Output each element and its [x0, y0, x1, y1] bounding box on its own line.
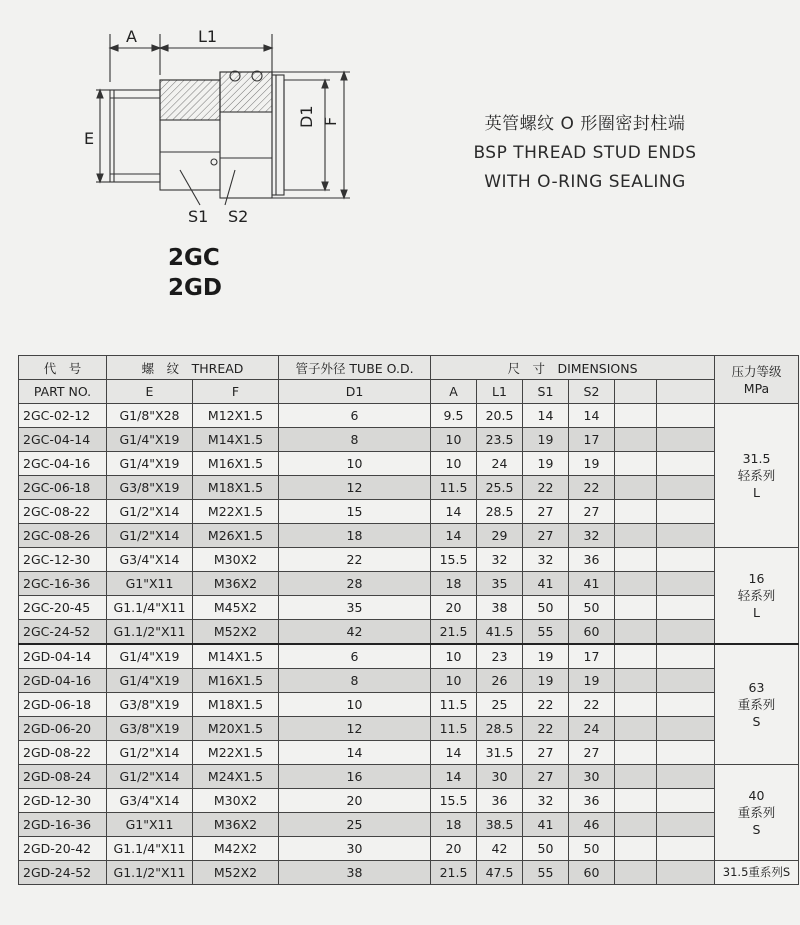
cell-d1: 42: [279, 620, 431, 645]
dim-s1-label: S1: [188, 207, 209, 226]
cell-l1: 30: [477, 765, 523, 789]
cell-f: M52X2: [193, 861, 279, 885]
cell-a: 18: [431, 572, 477, 596]
cell-s2: 17: [569, 644, 615, 669]
cell-e: G1"X11: [107, 572, 193, 596]
cell-s1: 50: [523, 837, 569, 861]
table-row: [19, 669, 799, 693]
cell-empty: [657, 524, 715, 548]
cell-s1: 22: [523, 476, 569, 500]
cell-a: 14: [431, 765, 477, 789]
cell-e: G1/2"X14: [107, 765, 193, 789]
cell-l1: 38.5: [477, 813, 523, 837]
cell-empty: [657, 404, 715, 428]
cell-s2: 36: [569, 789, 615, 813]
cell-e: G3/8"X19: [107, 693, 193, 717]
cell-empty: [657, 717, 715, 741]
cell-part: 2GD-04-14: [19, 644, 107, 669]
cell-empty: [615, 596, 657, 620]
cell-s2: 60: [569, 620, 615, 645]
cell-s1: 27: [523, 524, 569, 548]
cell-empty: [615, 813, 657, 837]
cell-empty: [615, 452, 657, 476]
dim-f-label: F: [321, 116, 340, 126]
cell-part: 2GC-02-12: [19, 404, 107, 428]
cell-f: M26X1.5: [193, 524, 279, 548]
fitting-drawing: [60, 20, 360, 230]
pressure-group-cell: [715, 861, 799, 885]
cell-d1: 8: [279, 428, 431, 452]
cell-s1: 19: [523, 452, 569, 476]
cell-empty: [615, 548, 657, 572]
cell-f: M22X1.5: [193, 500, 279, 524]
pressure-class-cn: 重系列: [737, 697, 776, 712]
cell-f: M16X1.5: [193, 669, 279, 693]
cell-s1: 50: [523, 596, 569, 620]
cell-f: M24X1.5: [193, 765, 279, 789]
cell-d1: 22: [279, 548, 431, 572]
header-s1: S1: [523, 380, 569, 404]
cell-a: 21.5: [431, 861, 477, 885]
cell-a: 10: [431, 428, 477, 452]
cell-empty: [657, 452, 715, 476]
pressure-class-en: L: [753, 485, 760, 500]
cell-l1: 29: [477, 524, 523, 548]
header-l1: L1: [477, 380, 523, 404]
cell-empty: [657, 765, 715, 789]
cell-s1: 14: [523, 404, 569, 428]
header-pressure-cn: 压力等级: [731, 363, 782, 379]
cell-l1: 47.5: [477, 861, 523, 885]
cell-s2: 22: [569, 476, 615, 500]
cell-empty: [657, 596, 715, 620]
header-pressure: [715, 356, 799, 404]
cell-empty: [615, 620, 657, 645]
cell-part: 2GD-16-36: [19, 813, 107, 837]
cell-part: 2GD-06-20: [19, 717, 107, 741]
pressure-class-cn: 轻系列: [737, 468, 776, 483]
cell-s2: 22: [569, 693, 615, 717]
table-row: [19, 717, 799, 741]
cell-e: G1.1/4"X11: [107, 837, 193, 861]
cell-a: 10: [431, 644, 477, 669]
cell-s2: 41: [569, 572, 615, 596]
cell-l1: 24: [477, 452, 523, 476]
cell-empty: [615, 476, 657, 500]
cell-empty: [615, 524, 657, 548]
cell-a: 10: [431, 452, 477, 476]
cell-empty: [615, 861, 657, 885]
cell-empty: [657, 813, 715, 837]
cell-empty: [657, 620, 715, 645]
cell-e: G1/4"X19: [107, 669, 193, 693]
cell-empty: [615, 644, 657, 669]
cell-f: M16X1.5: [193, 452, 279, 476]
cell-d1: 8: [279, 669, 431, 693]
cell-s1: 27: [523, 741, 569, 765]
cell-part: 2GC-04-16: [19, 452, 107, 476]
cell-a: 20: [431, 837, 477, 861]
cell-d1: 25: [279, 813, 431, 837]
cell-s1: 41: [523, 572, 569, 596]
cell-empty: [657, 428, 715, 452]
dim-e-label: E: [84, 129, 95, 148]
cell-part: 2GC-08-22: [19, 500, 107, 524]
cell-e: G1.1/2"X11: [107, 620, 193, 645]
cell-s1: 22: [523, 717, 569, 741]
cell-d1: 10: [279, 693, 431, 717]
cell-empty: [615, 837, 657, 861]
cell-empty: [657, 548, 715, 572]
cell-f: M30X2: [193, 789, 279, 813]
cell-f: M45X2: [193, 596, 279, 620]
pressure-value: 31.5: [742, 451, 771, 466]
cell-a: 18: [431, 813, 477, 837]
table-row: [19, 476, 799, 500]
table-row: [19, 428, 799, 452]
cell-a: 14: [431, 500, 477, 524]
table-row: [19, 452, 799, 476]
cell-f: M18X1.5: [193, 476, 279, 500]
cell-s1: 19: [523, 428, 569, 452]
cell-part: 2GC-04-14: [19, 428, 107, 452]
cell-l1: 31.5: [477, 741, 523, 765]
cell-f: M22X1.5: [193, 741, 279, 765]
cell-s1: 27: [523, 765, 569, 789]
cell-part: 2GD-20-42: [19, 837, 107, 861]
table-row: [19, 620, 799, 645]
cell-s2: 24: [569, 717, 615, 741]
pressure-class-en: S: [752, 822, 761, 837]
subheader-row: [19, 380, 799, 404]
header-tube: 管子外径 TUBE O.D.: [279, 356, 431, 380]
model-code: 2GD: [168, 275, 222, 301]
cell-l1: 28.5: [477, 500, 523, 524]
cell-part: 2GD-24-52: [19, 861, 107, 885]
cell-d1: 10: [279, 452, 431, 476]
cell-part: 2GD-08-22: [19, 741, 107, 765]
cell-s2: 19: [569, 452, 615, 476]
cell-a: 11.5: [431, 476, 477, 500]
table-row: [19, 572, 799, 596]
title-english-line1: BSP THREAD STUD ENDS: [473, 143, 697, 163]
cell-empty: [615, 765, 657, 789]
header-thread: 螺 纹 THREAD: [107, 356, 279, 380]
cell-s2: 27: [569, 741, 615, 765]
cell-d1: 16: [279, 765, 431, 789]
cell-part: 2GD-06-18: [19, 693, 107, 717]
cell-d1: 28: [279, 572, 431, 596]
cell-l1: 25: [477, 693, 523, 717]
cell-a: 20: [431, 596, 477, 620]
cell-f: M14X1.5: [193, 428, 279, 452]
cell-e: G1/4"X19: [107, 428, 193, 452]
pressure-class-cn: 轻系列: [737, 588, 776, 603]
cell-empty: [615, 404, 657, 428]
cell-e: G3/8"X19: [107, 476, 193, 500]
cell-d1: 18: [279, 524, 431, 548]
cell-empty: [657, 741, 715, 765]
cell-a: 14: [431, 524, 477, 548]
cell-d1: 12: [279, 717, 431, 741]
cell-s2: 17: [569, 428, 615, 452]
table-row: [19, 548, 799, 572]
cell-s2: 50: [569, 596, 615, 620]
header-row: [19, 356, 799, 380]
pressure-group-cell: [715, 765, 799, 861]
cell-s2: 36: [569, 548, 615, 572]
cell-empty: [615, 717, 657, 741]
cell-d1: 12: [279, 476, 431, 500]
cell-s2: 14: [569, 404, 615, 428]
cell-part: 2GC-20-45: [19, 596, 107, 620]
header-pressure-en: MPa: [743, 380, 770, 396]
cell-s2: 60: [569, 861, 615, 885]
cell-empty: [615, 428, 657, 452]
cell-a: 11.5: [431, 693, 477, 717]
cell-a: 10: [431, 669, 477, 693]
table-row: [19, 837, 799, 861]
cell-s2: 27: [569, 500, 615, 524]
cell-d1: 6: [279, 404, 431, 428]
dim-l1-label: L1: [198, 27, 218, 46]
cell-s1: 32: [523, 548, 569, 572]
cell-l1: 36: [477, 789, 523, 813]
cell-s1: 19: [523, 644, 569, 669]
cell-a: 9.5: [431, 404, 477, 428]
cell-part: 2GD-04-16: [19, 669, 107, 693]
cell-d1: 6: [279, 644, 431, 669]
table-row: [19, 861, 799, 885]
cell-f: M30X2: [193, 548, 279, 572]
cell-f: M36X2: [193, 813, 279, 837]
cell-a: 15.5: [431, 789, 477, 813]
pressure-group-cell: [715, 644, 799, 765]
title-block: [455, 110, 715, 197]
dim-a-label: A: [126, 27, 137, 46]
cell-f: M52X2: [193, 620, 279, 645]
pressure-value: 31.5重系列S: [722, 865, 791, 879]
cell-s1: 27: [523, 500, 569, 524]
cell-f: M36X2: [193, 572, 279, 596]
cell-s2: 32: [569, 524, 615, 548]
cell-s1: 55: [523, 620, 569, 645]
cell-e: G3/8"X19: [107, 717, 193, 741]
header-s2: S2: [569, 380, 615, 404]
table-row: [19, 500, 799, 524]
cell-empty: [615, 693, 657, 717]
cell-s1: 55: [523, 861, 569, 885]
cell-l1: 28.5: [477, 717, 523, 741]
cell-s2: 50: [569, 837, 615, 861]
cell-empty: [657, 500, 715, 524]
cell-part: 2GD-12-30: [19, 789, 107, 813]
cell-f: M20X1.5: [193, 717, 279, 741]
cell-s1: 19: [523, 669, 569, 693]
pressure-class-en: S: [752, 714, 761, 729]
header-a: A: [431, 380, 477, 404]
pressure-group-cell: [715, 404, 799, 548]
table-row: [19, 693, 799, 717]
cell-e: G1/4"X19: [107, 452, 193, 476]
cell-s1: 32: [523, 789, 569, 813]
header-d1: D1: [279, 380, 431, 404]
cell-d1: 20: [279, 789, 431, 813]
cell-l1: 38: [477, 596, 523, 620]
cell-s1: 22: [523, 693, 569, 717]
cell-d1: 38: [279, 861, 431, 885]
cell-s2: 46: [569, 813, 615, 837]
cell-part: 2GC-12-30: [19, 548, 107, 572]
cell-part: 2GC-08-26: [19, 524, 107, 548]
cell-f: M42X2: [193, 837, 279, 861]
cell-part: 2GD-08-24: [19, 765, 107, 789]
dim-d1-label: D1: [297, 105, 316, 128]
cell-l1: 23.5: [477, 428, 523, 452]
cell-e: G1.1/2"X11: [107, 861, 193, 885]
cell-empty: [615, 500, 657, 524]
cell-f: M14X1.5: [193, 644, 279, 669]
table-row: [19, 644, 799, 669]
cell-empty: [657, 789, 715, 813]
table-row: [19, 741, 799, 765]
table-row: [19, 524, 799, 548]
cell-l1: 41.5: [477, 620, 523, 645]
cell-a: 15.5: [431, 548, 477, 572]
cell-f: M12X1.5: [193, 404, 279, 428]
header-empty: [615, 380, 657, 404]
pressure-class-en: L: [753, 605, 760, 620]
cell-l1: 35: [477, 572, 523, 596]
cell-a: 14: [431, 741, 477, 765]
cell-empty: [615, 572, 657, 596]
cell-s2: 19: [569, 669, 615, 693]
cell-empty: [615, 669, 657, 693]
table-row: [19, 789, 799, 813]
pressure-class-cn: 重系列: [737, 805, 776, 820]
header-e: E: [107, 380, 193, 404]
cell-empty: [657, 693, 715, 717]
header-part-en: PART NO.: [19, 380, 107, 404]
cell-l1: 42: [477, 837, 523, 861]
cell-empty: [615, 741, 657, 765]
dim-s2-label: S2: [228, 207, 249, 226]
cell-e: G1/2"X14: [107, 500, 193, 524]
table-row: [19, 404, 799, 428]
cell-e: G1"X11: [107, 813, 193, 837]
cell-e: G3/4"X14: [107, 789, 193, 813]
cell-empty: [657, 644, 715, 669]
cell-part: 2GC-24-52: [19, 620, 107, 645]
cell-e: G1/8"X28: [107, 404, 193, 428]
spec-table: [18, 355, 799, 885]
cell-empty: [615, 789, 657, 813]
cell-d1: 15: [279, 500, 431, 524]
pressure-group-cell: [715, 548, 799, 645]
cell-d1: 35: [279, 596, 431, 620]
model-codes: [168, 243, 222, 303]
cell-l1: 23: [477, 644, 523, 669]
cell-empty: [657, 572, 715, 596]
cell-d1: 30: [279, 837, 431, 861]
pressure-value: 16: [748, 571, 765, 586]
cell-l1: 32: [477, 548, 523, 572]
cell-e: G3/4"X14: [107, 548, 193, 572]
cell-part: 2GC-06-18: [19, 476, 107, 500]
header-empty: [657, 380, 715, 404]
table-row: [19, 813, 799, 837]
title-english-line2: WITH O-RING SEALING: [484, 172, 686, 192]
title-chinese: 英管螺纹 O 形圈密封柱端: [484, 114, 686, 134]
cell-f: M18X1.5: [193, 693, 279, 717]
cell-s2: 30: [569, 765, 615, 789]
table-row: [19, 765, 799, 789]
cell-e: G1/4"X19: [107, 644, 193, 669]
model-code: 2GC: [168, 245, 220, 271]
header-f: F: [193, 380, 279, 404]
pressure-value: 63: [748, 680, 765, 695]
pressure-value: 40: [748, 788, 765, 803]
cell-l1: 26: [477, 669, 523, 693]
cell-l1: 25.5: [477, 476, 523, 500]
cell-d1: 14: [279, 741, 431, 765]
cell-e: G1/2"X14: [107, 741, 193, 765]
cell-e: G1/2"X14: [107, 524, 193, 548]
cell-empty: [657, 476, 715, 500]
cell-empty: [657, 837, 715, 861]
cell-empty: [657, 669, 715, 693]
cell-a: 11.5: [431, 717, 477, 741]
table-row: [19, 596, 799, 620]
cell-l1: 20.5: [477, 404, 523, 428]
cell-s1: 41: [523, 813, 569, 837]
cell-a: 21.5: [431, 620, 477, 645]
cell-e: G1.1/4"X11: [107, 596, 193, 620]
cell-part: 2GC-16-36: [19, 572, 107, 596]
cell-empty: [657, 861, 715, 885]
header-part-cn: 代 号: [19, 356, 107, 380]
header-dimensions: 尺 寸 DIMENSIONS: [431, 356, 715, 380]
